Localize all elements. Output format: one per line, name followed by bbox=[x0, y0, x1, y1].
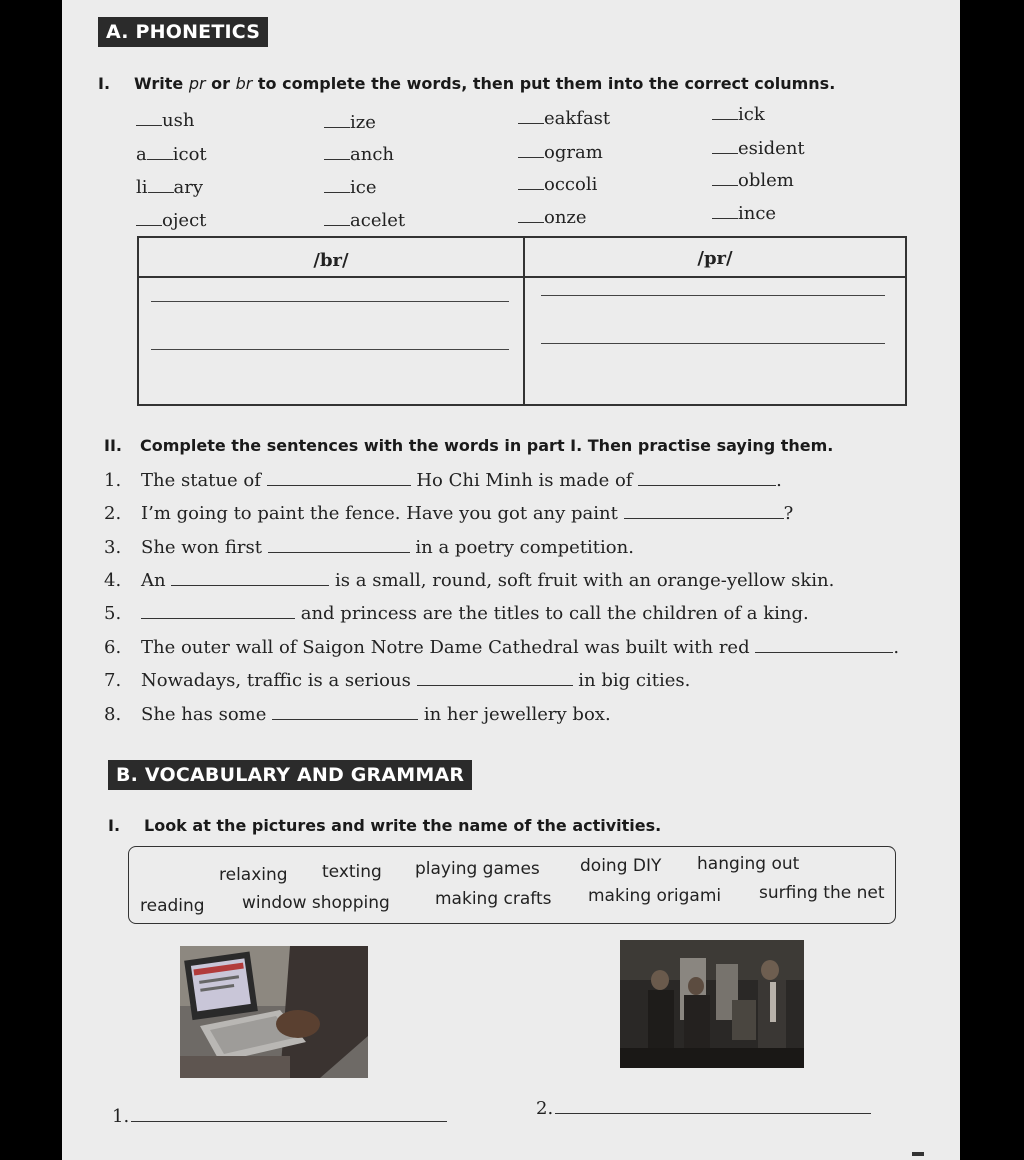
page-corner-mark bbox=[912, 1152, 924, 1156]
word-item bbox=[324, 144, 394, 165]
word-suffix: onze bbox=[544, 207, 587, 228]
word-blank[interactable] bbox=[148, 178, 174, 193]
sentence-4 bbox=[104, 570, 834, 591]
word-item bbox=[324, 210, 405, 231]
word-suffix: ush bbox=[162, 110, 195, 131]
sentence-text: The outer wall of Saigon Notre Dame Cathedral was built with red bbox=[141, 637, 756, 658]
sentence-6 bbox=[104, 637, 899, 658]
word-blank[interactable] bbox=[518, 143, 544, 158]
word-suffix: oject bbox=[162, 210, 207, 231]
sentence-1 bbox=[104, 470, 782, 491]
word-box-item: relaxing bbox=[219, 865, 288, 885]
part1-number: I. bbox=[98, 74, 111, 93]
blank[interactable] bbox=[171, 571, 329, 586]
sentence-text: is a small, round, soft fruit with an orange-yellow skin. bbox=[329, 570, 835, 591]
word-item bbox=[136, 144, 207, 165]
blank[interactable] bbox=[624, 504, 784, 519]
section-b-header: B. VOCABULARY AND GRAMMAR bbox=[108, 760, 472, 790]
sentence-number: 4. bbox=[104, 570, 122, 591]
word-blank[interactable] bbox=[147, 145, 173, 160]
table-col-pr: /pr/ bbox=[697, 248, 733, 269]
sentence-text: in her jewellery box. bbox=[418, 704, 611, 725]
word-box-item: window shopping bbox=[242, 893, 390, 913]
blank[interactable] bbox=[638, 471, 776, 486]
word-suffix: oblem bbox=[738, 170, 794, 191]
part2-number: II. bbox=[104, 436, 122, 455]
blank[interactable] bbox=[268, 538, 410, 553]
sentence-number: 7. bbox=[104, 670, 122, 691]
word-item bbox=[324, 112, 376, 133]
sentence-8 bbox=[104, 704, 611, 725]
answer-number: 1. bbox=[112, 1106, 130, 1127]
blank[interactable] bbox=[267, 471, 411, 486]
sentence-text: . bbox=[893, 637, 900, 658]
answer-2 bbox=[536, 1098, 871, 1119]
sentence-text: An bbox=[141, 570, 172, 591]
word-box-item: making crafts bbox=[435, 889, 552, 909]
word-item bbox=[712, 203, 776, 224]
laptop-photo-image bbox=[180, 946, 368, 1078]
blank[interactable] bbox=[417, 671, 573, 686]
sentence-text: . bbox=[776, 470, 782, 491]
word-item bbox=[136, 110, 194, 131]
answer-line[interactable] bbox=[151, 300, 509, 302]
section-a-header: A. PHONETICS bbox=[98, 17, 268, 47]
sentence-text: She has some bbox=[141, 704, 273, 725]
word-item bbox=[518, 207, 587, 228]
sentence-7 bbox=[104, 670, 690, 691]
word-blank[interactable] bbox=[518, 175, 544, 190]
word-item bbox=[518, 174, 597, 195]
word-item bbox=[712, 104, 765, 125]
word-blank[interactable] bbox=[136, 211, 162, 226]
sentence-number: 8. bbox=[104, 704, 122, 725]
answer-line[interactable] bbox=[541, 342, 885, 344]
word-box-item: making origami bbox=[588, 886, 722, 906]
word-suffix: ice bbox=[350, 177, 377, 198]
workbook-page bbox=[62, 0, 960, 1160]
word-suffix: ick bbox=[738, 104, 765, 125]
word-blank[interactable] bbox=[324, 145, 350, 160]
word-suffix: occoli bbox=[544, 174, 598, 195]
word-suffix: ogram bbox=[544, 142, 603, 163]
word-box-item: doing DIY bbox=[580, 856, 662, 876]
blank[interactable] bbox=[131, 1107, 447, 1122]
sentence-number: 6. bbox=[104, 637, 122, 658]
word-blank[interactable] bbox=[712, 105, 738, 120]
word-suffix: ince bbox=[738, 203, 777, 224]
sentence-text: The statue of bbox=[141, 470, 267, 491]
word-prefix: a bbox=[136, 144, 147, 165]
blank[interactable] bbox=[272, 705, 418, 720]
sentence-text: and princess are the titles to call the children of a king. bbox=[295, 603, 809, 624]
word-suffix: eakfast bbox=[544, 108, 611, 129]
part1-number: I. bbox=[108, 816, 121, 835]
word-box-item: texting bbox=[322, 862, 382, 882]
answer-line[interactable] bbox=[151, 348, 509, 350]
photo-laptop bbox=[180, 946, 368, 1078]
sentence-number: 5. bbox=[104, 603, 122, 624]
word-item bbox=[712, 170, 794, 191]
part1-option-br: br bbox=[235, 74, 253, 93]
word-suffix: acelet bbox=[350, 210, 406, 231]
part1-instruction bbox=[98, 74, 835, 93]
sound-table bbox=[137, 236, 907, 406]
part2-instruction bbox=[104, 436, 833, 455]
answer-1 bbox=[112, 1106, 447, 1127]
word-suffix: ary bbox=[173, 177, 204, 198]
answer-number: 2. bbox=[536, 1098, 554, 1119]
word-suffix: icot bbox=[172, 144, 207, 165]
sentence-text: She won first bbox=[141, 537, 268, 558]
sentence-text: in a poetry competition. bbox=[409, 537, 634, 558]
word-box-item: surfing the net bbox=[759, 883, 885, 903]
word-item bbox=[136, 210, 206, 231]
sentence-number: 2. bbox=[104, 503, 122, 524]
word-prefix: li bbox=[136, 177, 148, 198]
word-suffix: ize bbox=[350, 112, 376, 133]
answer-line[interactable] bbox=[541, 294, 885, 296]
part1-option-pr: pr bbox=[188, 74, 206, 93]
word-blank[interactable] bbox=[136, 111, 162, 126]
photo-group bbox=[620, 940, 804, 1068]
word-box bbox=[128, 846, 896, 924]
word-blank[interactable] bbox=[712, 139, 738, 154]
sentence-number: 1. bbox=[104, 470, 122, 491]
word-box-item: playing games bbox=[415, 859, 540, 879]
part1-text: Look at the pictures and write the name of the activities. bbox=[144, 816, 662, 835]
word-item bbox=[518, 142, 603, 163]
word-blank[interactable] bbox=[518, 208, 544, 223]
word-box-item: reading bbox=[140, 896, 205, 916]
sentence-text: I’m going to paint the fence. Have you got any paint bbox=[141, 503, 624, 524]
word-blank[interactable] bbox=[712, 171, 738, 186]
word-suffix: anch bbox=[350, 144, 394, 165]
word-item bbox=[136, 177, 203, 198]
sentence-5 bbox=[104, 603, 809, 624]
word-blank[interactable] bbox=[518, 109, 544, 124]
sentence-2 bbox=[104, 503, 793, 524]
word-box-item: hanging out bbox=[697, 854, 800, 874]
part1-text: Write bbox=[134, 74, 189, 93]
sentence-text: ? bbox=[783, 503, 794, 524]
word-blank[interactable] bbox=[712, 204, 738, 219]
sentence-text: Ho Chi Minh is made of bbox=[410, 470, 639, 491]
section-b-part1-instruction bbox=[108, 816, 661, 835]
blank[interactable] bbox=[555, 1099, 871, 1114]
blank[interactable] bbox=[141, 604, 295, 619]
sentence-number: 3. bbox=[104, 537, 122, 558]
group-photo-image bbox=[620, 940, 804, 1068]
blank[interactable] bbox=[755, 638, 893, 653]
sentence-3 bbox=[104, 537, 634, 558]
table-header-line bbox=[139, 276, 905, 278]
word-blank[interactable] bbox=[324, 113, 350, 128]
word-blank[interactable] bbox=[324, 178, 350, 193]
sentence-text: Nowadays, traffic is a serious bbox=[141, 670, 417, 691]
table-col-br: /br/ bbox=[313, 250, 349, 271]
word-suffix: esident bbox=[738, 138, 805, 159]
part1-text: or bbox=[205, 74, 236, 93]
word-blank[interactable] bbox=[324, 211, 350, 226]
sentence-text: in big cities. bbox=[572, 670, 691, 691]
word-item bbox=[712, 138, 805, 159]
word-item bbox=[518, 108, 610, 129]
part1-text: to complete the words, then put them into the correct columns. bbox=[252, 74, 836, 93]
part2-text: Complete the sentences with the words in part I. Then practise saying them. bbox=[140, 436, 834, 455]
word-item bbox=[324, 177, 377, 198]
